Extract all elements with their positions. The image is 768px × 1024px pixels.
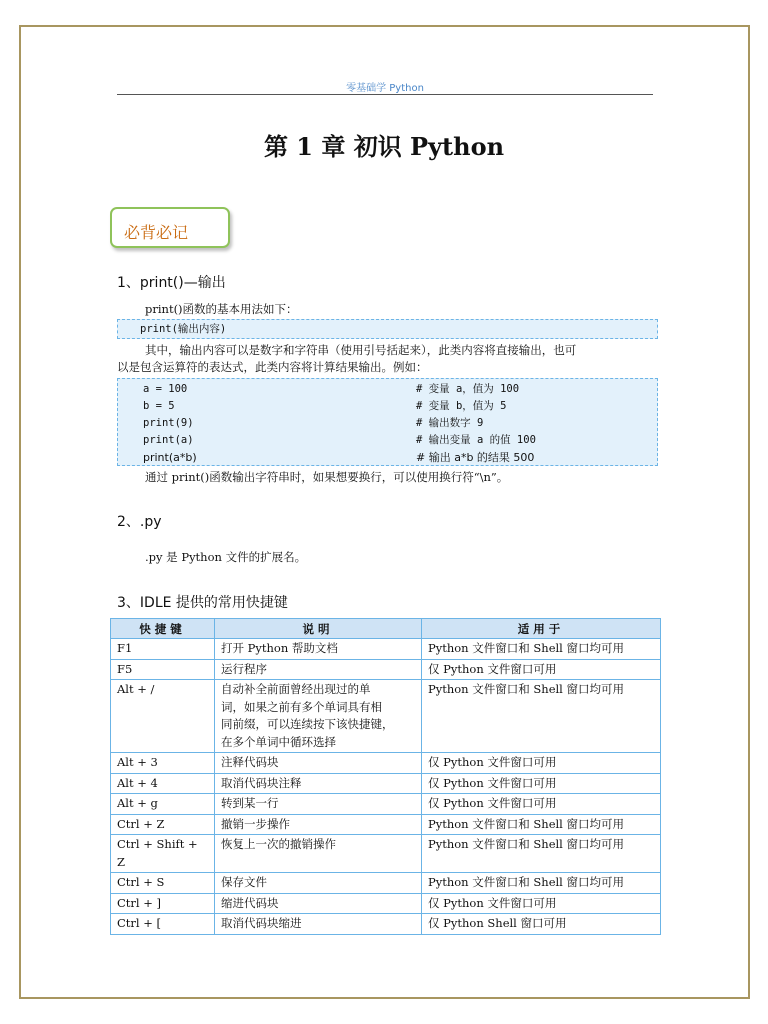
explain-line-2: 以是包含运算符的表达式，此类内容将计算结果输出。例如： [117,360,428,374]
table-row [111,753,661,774]
description-line: 保存文件 [221,875,267,889]
table-row [111,680,661,753]
example-code: b = 5 [143,400,175,412]
print-examples-box [117,378,658,466]
section-heading-shortcuts: 3、IDLE 提供的常用快捷键 [117,595,288,611]
shortcut-description [215,794,422,815]
description-line: 自动补全前面曾经出现过的单 [221,682,371,696]
print-intro: print()函数的基本用法如下： [145,302,298,316]
shortcut-key: Alt + 3 [111,753,215,774]
example-comment: # 输出 a*b 的结果 500 [416,451,535,464]
shortcut-key: Alt + g [111,794,215,815]
shortcut-description [215,873,422,894]
shortcuts-table [110,618,661,935]
description-line: 缩进代码块 [221,895,279,910]
table-row [111,835,661,873]
shortcut-scope: 仅 Python 文件窗口可用 [422,659,661,680]
header-scope: 适用于 [422,619,661,639]
description-line: 运行程序 [221,661,267,676]
table-row [111,893,661,914]
example-comment: # 变量 b，值为 5 [416,400,507,412]
shortcut-description [215,773,422,794]
newline-note: 通过 print()函数输出字符串时，如果想要换行，可以使用换行符“\n”。 [145,470,509,484]
shortcut-key: Ctrl + S [111,873,215,894]
description-line: 注释代码块 [221,755,279,769]
shortcut-description [215,893,422,914]
table-header-row [111,619,661,639]
explain-line-1: 其中，输出内容可以是数字和字符串（使用引号括起来），此类内容将直接输出，也可 [145,343,577,357]
shortcut-scope: 仅 Python 文件窗口可用 [422,773,661,794]
shortcut-scope: Python 文件窗口和 Shell 窗口均可用 [422,873,661,894]
example-line [118,449,657,466]
must-remember-badge: 必背必记 [110,207,230,248]
description-line: 转到某一行 [221,796,279,810]
example-line [118,398,657,415]
shortcut-scope: Python 文件窗口和 Shell 窗口均可用 [422,680,661,753]
example-comment: # 输出数字 9 [416,417,484,429]
table-row [111,659,661,680]
shortcut-scope: 仅 Python Shell 窗口可用 [422,914,661,935]
shortcut-description [215,753,422,774]
description-line: 打开 Python 帮助文档 [221,641,338,655]
description-line: 恢复上一次的撤销操作 [221,837,336,851]
table-row [111,773,661,794]
running-head: 零基础学 Python [346,83,424,94]
header-rule [117,94,653,95]
header-description: 说明 [215,619,422,639]
shortcut-key: Alt + / [111,680,215,753]
description-line: 在多个单词中循环选择 [221,734,336,749]
description-line: 同前缀，可以连续按下该快捷键， [221,717,394,731]
shortcut-description [215,914,422,935]
shortcut-scope: Python 文件窗口和 Shell 窗口均可用 [422,814,661,835]
shortcut-scope: Python 文件窗口和 Shell 窗口均可用 [422,639,661,660]
table-row [111,814,661,835]
example-comment: # 输出变量 a 的值 100 [416,434,536,446]
description-line: 取消代码块注释 [221,775,302,790]
shortcut-description [215,835,422,873]
example-line [118,381,657,398]
description-line: 词，如果之前有多个单词具有相 [221,699,382,714]
shortcut-key: Ctrl + Shift + Z [111,835,215,873]
section-heading-print: 1、print()—输出 [117,275,226,291]
header-shortcut: 快捷键 [111,619,215,639]
shortcut-scope: 仅 Python 文件窗口可用 [422,753,661,774]
example-comment: # 变量 a，值为 100 [416,383,520,395]
shortcut-key: Ctrl + ] [111,893,215,914]
example-code: print(a*b) [143,451,197,464]
example-line [118,415,657,432]
example-line [118,432,657,449]
shortcut-key: Alt + 4 [111,773,215,794]
shortcut-description [215,680,422,753]
shortcut-key: F1 [111,639,215,660]
example-code: print(a) [143,434,194,446]
shortcut-description [215,639,422,660]
shortcut-scope: 仅 Python 文件窗口可用 [422,893,661,914]
print-syntax-code: print(输出内容) [140,323,227,335]
print-syntax-box [117,319,658,339]
table-row [111,794,661,815]
shortcut-key: Ctrl + Z [111,814,215,835]
table-row [111,873,661,894]
shortcut-description [215,659,422,680]
section-heading-py: 2、.py [117,514,162,530]
example-code: print(9) [143,417,194,429]
table-row [111,639,661,660]
example-code: a = 100 [143,383,188,395]
chapter-title: 第 1 章 初识 Python [263,132,505,161]
description-line: 取消代码块缩进 [221,916,302,930]
py-extension-text: .py 是 Python 文件的扩展名。 [145,550,307,564]
shortcut-key: Ctrl + [ [111,914,215,935]
description-line: 撤销一步操作 [221,816,290,831]
shortcut-scope: 仅 Python 文件窗口可用 [422,794,661,815]
shortcut-scope: Python 文件窗口和 Shell 窗口均可用 [422,835,661,873]
table-row [111,914,661,935]
shortcut-description [215,814,422,835]
shortcut-key: F5 [111,659,215,680]
